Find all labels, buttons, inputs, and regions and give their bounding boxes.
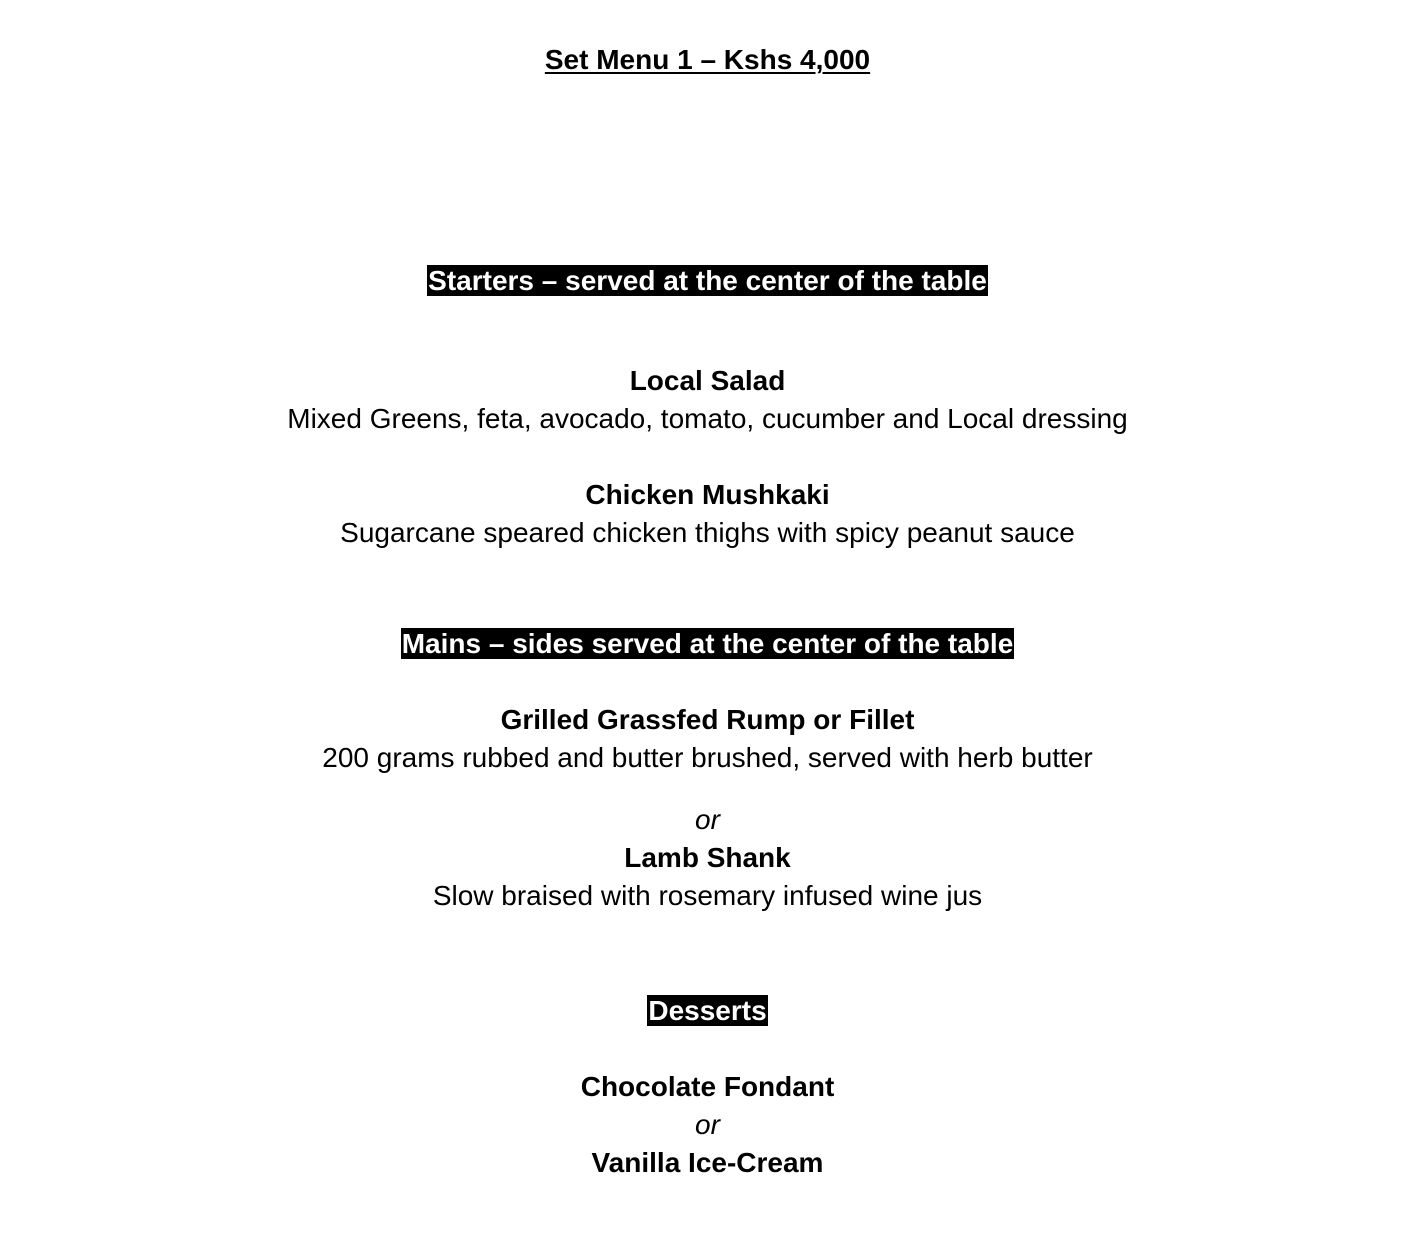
menu-title-text: Set Menu 1 – Kshs 4,000	[544, 44, 871, 75]
section-heading-starters	[0, 264, 1415, 298]
dish-name: Vanilla Ice-Cream	[591, 1147, 824, 1178]
section-heading-mains	[0, 627, 1415, 661]
dish-name: Chicken Mushkaki	[585, 479, 830, 510]
dish-description: 200 grams rubbed and butter brushed, served with herb butter	[322, 742, 1093, 773]
section-heading-mains-text: Mains – sides served at the center of the table	[401, 628, 1014, 659]
dish-description: Sugarcane speared chicken thighs with spicy peanut sauce	[340, 517, 1075, 548]
dish-description: Slow braised with rosemary infused wine jus	[432, 880, 983, 911]
dish-name: Lamb Shank	[624, 842, 791, 873]
menu-title	[0, 43, 1415, 77]
or-separator: or	[695, 804, 720, 835]
section-heading-starters-text: Starters – served at the center of the table	[428, 265, 987, 296]
dish-name: Grilled Grassfed Rump or Fillet	[500, 704, 915, 735]
dish-name: Chocolate Fondant	[580, 1071, 835, 1102]
section-heading-desserts-text: Desserts	[648, 995, 767, 1026]
dish-description: Mixed Greens, feta, avocado, tomato, cucumber and Local dressing	[287, 403, 1128, 434]
dish-name: Local Salad	[629, 365, 786, 396]
section-heading-desserts	[0, 994, 1415, 1028]
or-separator: or	[695, 1109, 720, 1140]
